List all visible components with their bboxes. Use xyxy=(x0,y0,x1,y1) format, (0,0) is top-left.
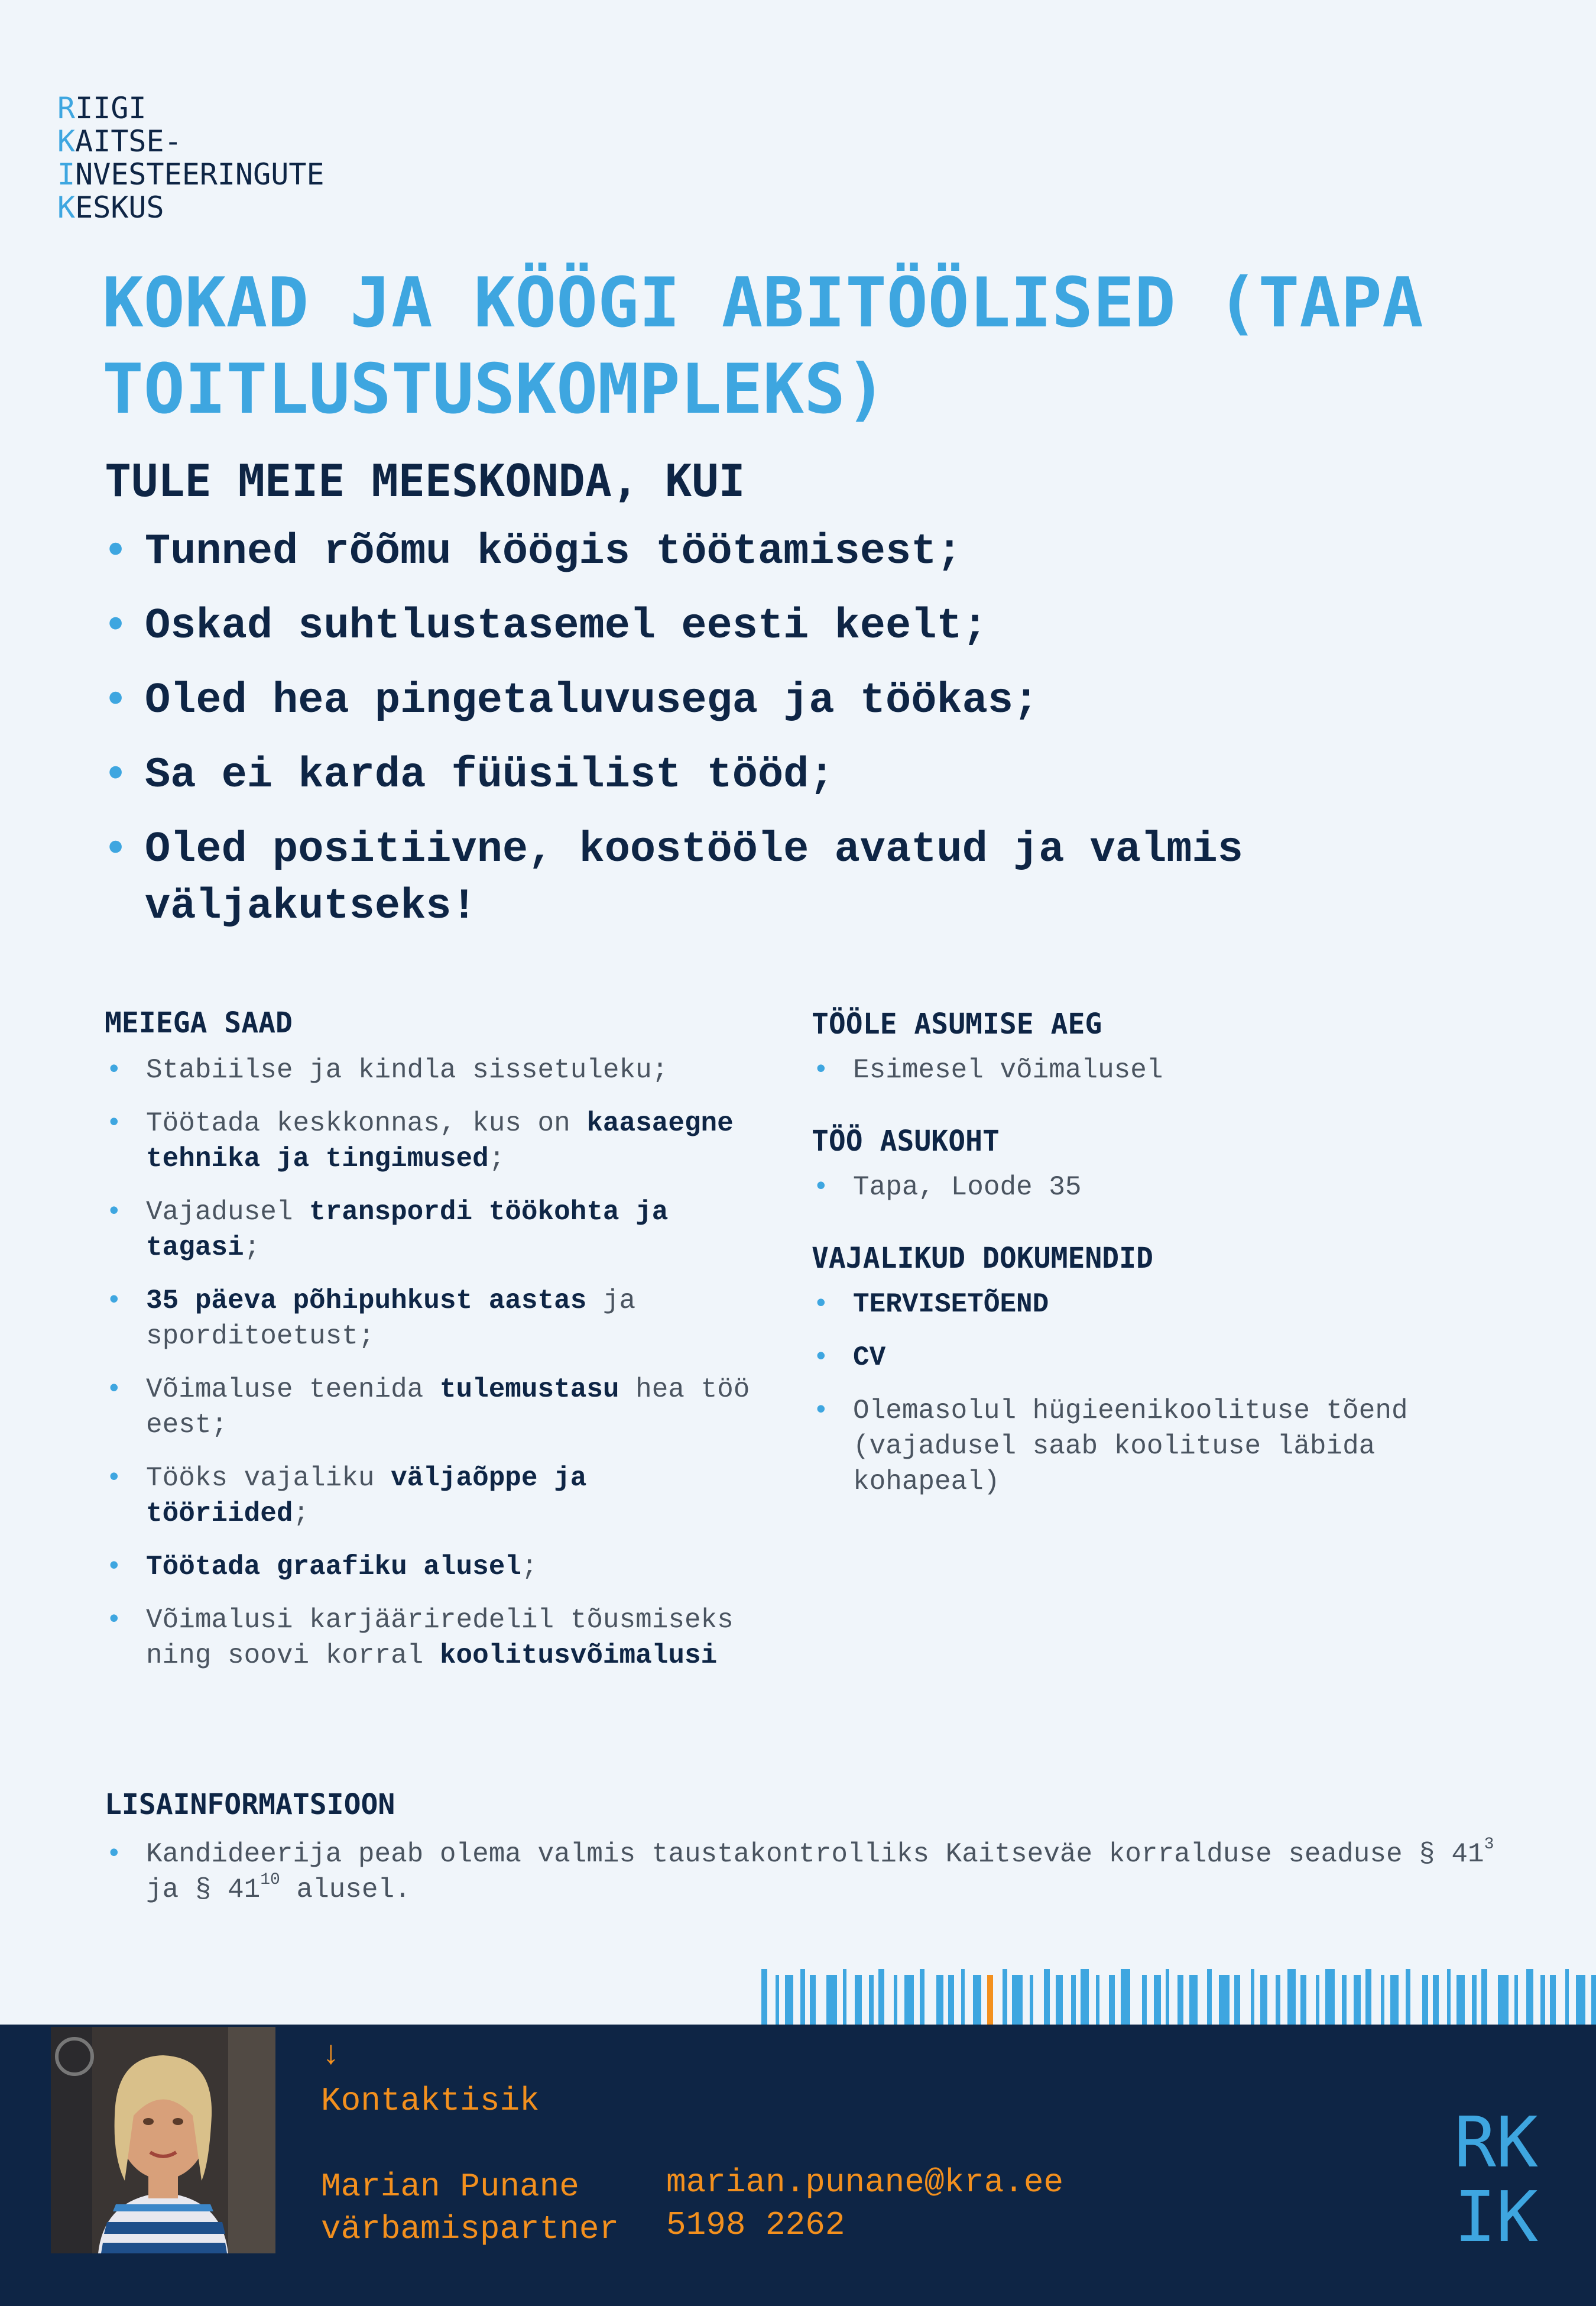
intro-item: • Oled positiivne, koostööle avatud ja valmis väljakutseks! xyxy=(100,821,1519,935)
additional-info-item: • Kandideerija peab olema valmis taustakontrolliks Kaitseväe korralduse seaduse § $41^3$ ja § $41^{10}$ alusel. xyxy=(106,1835,1494,1905)
footer-logo-line: IK xyxy=(1454,2176,1539,2258)
location-item: • Tapa, Loode 35 xyxy=(812,1170,1491,1205)
start-time-heading: TÖÖLE ASUMISE AEG xyxy=(812,1008,1102,1041)
rkik-logo xyxy=(57,92,325,224)
bullet-icon: • xyxy=(813,1342,829,1373)
document-item: • TERVISETÕEND xyxy=(812,1287,1491,1322)
start-time-item: • Esimesel võimalusel xyxy=(812,1052,1491,1088)
logo-line-1: RIIGI xyxy=(57,91,147,125)
contact-phone[interactable]: 5198 2262 xyxy=(666,2206,845,2244)
contact-label: Kontaktisik xyxy=(321,2082,540,2120)
benefit-item: • Töötada graafiku alusel; xyxy=(105,1549,755,1585)
arrow-down-icon: ↓ xyxy=(321,2036,341,2074)
additional-info-heading: LISAINFORMATSIOON xyxy=(105,1788,395,1821)
bullet-icon: • xyxy=(106,1285,122,1316)
bullet-icon: • xyxy=(106,1463,122,1494)
logo-line-4: KESKUS xyxy=(57,190,164,225)
bullet-icon: • xyxy=(813,1289,829,1320)
document-item: • CV xyxy=(812,1340,1491,1375)
bullet-icon: • xyxy=(103,751,129,799)
intro-heading: TULE MEIE MEESKONDA, KUI xyxy=(105,455,745,507)
bullet-icon: • xyxy=(106,1055,122,1086)
logo-line-2: KAITSE- xyxy=(57,124,182,158)
documents-list xyxy=(812,1287,1491,1499)
bullet-icon: • xyxy=(106,1839,122,1870)
benefits-list xyxy=(105,1052,755,1673)
bullet-icon: • xyxy=(103,602,129,650)
bullet-icon: • xyxy=(106,1108,122,1139)
footer-logo-line: RK xyxy=(1454,2101,1539,2183)
intro-item: • Sa ei karda füüsilist tööd; xyxy=(100,747,1519,804)
benefit-item: • Võimalusi karjääriredelil tõusmiseks ning soovi korral koolitusvõimalusi xyxy=(105,1602,755,1673)
benefit-item: • 35 päeva põhipuhkust aastas ja sporditoetust; xyxy=(105,1283,755,1354)
intro-list xyxy=(100,523,1519,953)
benefits-section xyxy=(105,1005,755,1691)
benefit-item: • Stabiilse ja kindla sissetuleku; xyxy=(105,1052,755,1088)
job-title: KOKAD JA KÖÖGI ABITÖÖLISED (TAPA TOITLUSTUSKOMPLEKS) xyxy=(102,263,1423,429)
bullet-icon: • xyxy=(103,527,129,576)
contact-photo xyxy=(51,2027,275,2253)
contact-details xyxy=(666,2161,1063,2246)
benefit-item: • Vajadusel transpordi töökohta ja tagasi; xyxy=(105,1194,755,1265)
intro-item: • Tunned rõõmu köögis töötamisest; xyxy=(100,523,1519,580)
footer-logo xyxy=(1454,2101,1539,2258)
details-section xyxy=(812,1006,1491,1517)
contact-person xyxy=(321,2165,619,2250)
contact-role: värbamispartner xyxy=(321,2210,619,2248)
location-list xyxy=(812,1170,1491,1205)
additional-info-list xyxy=(105,1837,1523,1907)
bullet-icon: • xyxy=(813,1395,829,1426)
bullet-icon: • xyxy=(813,1055,829,1086)
bullet-icon: • xyxy=(103,825,129,874)
bullet-icon: • xyxy=(106,1605,122,1635)
benefits-heading: MEIEGA SAAD xyxy=(105,1006,293,1039)
intro-item: • Oled hea pingetaluvusega ja töökas; xyxy=(100,672,1519,729)
benefit-item: • Tööks vajaliku väljaõppe ja tööriided; xyxy=(105,1460,755,1531)
documents-heading: VAJALIKUD DOKUMENDID xyxy=(812,1242,1153,1275)
location-heading: TÖÖ ASUKOHT xyxy=(812,1125,1000,1158)
bullet-icon: • xyxy=(106,1552,122,1582)
bullet-icon: • xyxy=(106,1374,122,1405)
logo-line-3: INVESTEERINGUTE xyxy=(57,157,325,192)
benefit-item: • Töötada keskkonnas, kus on kaasaegne tehnika ja tingimused; xyxy=(105,1106,755,1177)
bullet-icon: • xyxy=(106,1197,122,1228)
benefit-item: • Võimaluse teenida tulemustasu hea töö eest; xyxy=(105,1372,755,1443)
start-time-list xyxy=(812,1052,1491,1088)
bullet-icon: • xyxy=(103,676,129,725)
document-item: • Olemasolul hügieenikoolituse tõend (vajadusel saab koolituse läbida kohapeal) xyxy=(812,1393,1491,1499)
additional-info-section xyxy=(105,1787,1523,1925)
intro-item: • Oskad suhtlustasemel eesti keelt; xyxy=(100,598,1519,655)
contact-name: Marian Punane xyxy=(321,2168,579,2205)
contact-email[interactable]: marian.punane@kra.ee xyxy=(666,2164,1064,2201)
bullet-icon: • xyxy=(813,1172,829,1203)
